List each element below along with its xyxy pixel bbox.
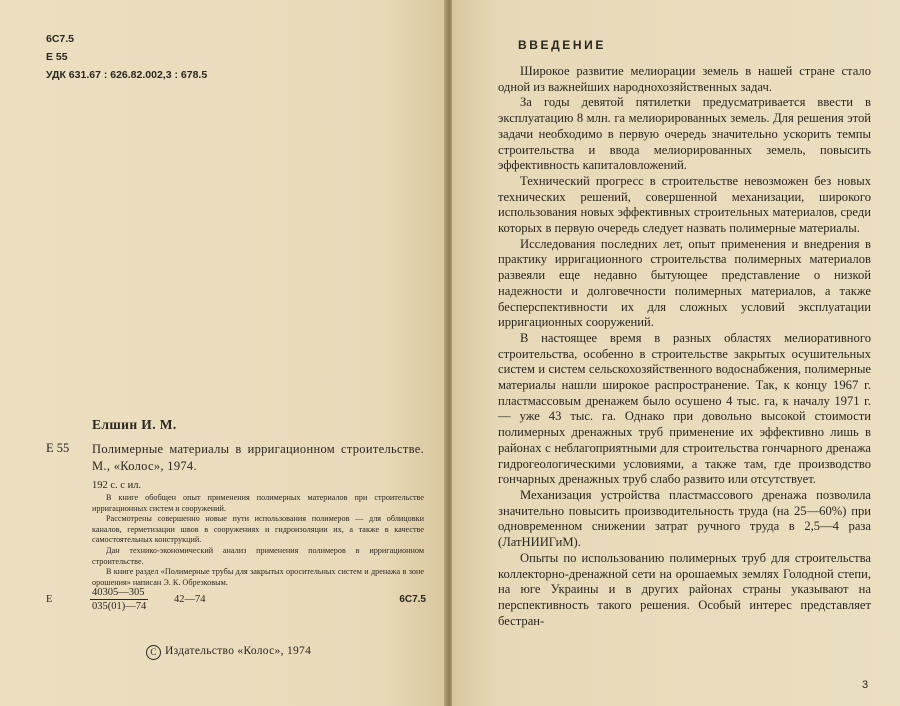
body-paragraph: Исследования последних лет, опыт применения и внедрения в практику ирригационного строительства полимерных материалов развеяли еще недавно бытующее представление о низкой надежности и долговечности полимерных материалов, а также бесперспективности их для сложных условий эксплуатации ирригационных сооружений.	[498, 236, 871, 330]
book-title: Полимерные материалы в ирригационном строительстве. М., «Колос», 1974.	[92, 442, 424, 473]
index-fraction	[90, 587, 148, 612]
body-paragraph: Технический прогресс в строительстве невозможен без новых технических решений, совершенной механизации, широкого использования новых эффективных строительных материалов, среди которых в первую очередь следует назвать полимерные материалы.	[498, 173, 871, 236]
body-paragraph: В настоящее время в разных областях мелиоративного строительства, особенно в строительстве закрытых осушительных систем и систем сельскохозяйственного водоснабжения, полимерные материалы нашли широкое распространение. Так, к концу 1967 г. пластмассовым дренажем было осушено 4 тыс. га, к началу 1971 г. — уже 43 тыс. га. Однако при довольно высокой стоимости полимерных дренажных труб применение их эффективно лишь в районах с неблагоприятными для строительства гончарного дренажа гидрогеологическими условиями, а также там, где производство гончарных дренажных труб слабо развито или отсутствует.	[498, 330, 871, 487]
author-name: Елшин И. М.	[92, 417, 177, 432]
annotation-paragraph: В книге раздел «Полимерные трубы для закрытых оросительных систем и дренажа в зоне орошения» написан Э. К. Обрезковым.	[92, 567, 424, 587]
pages-info: 192 с. с ил.	[92, 480, 142, 491]
section-title: ВВЕДЕНИЕ	[518, 38, 606, 52]
copyright-line	[146, 645, 311, 660]
annotation	[92, 493, 424, 588]
udc-code: УДК 631.67 : 626.82.002,3 : 678.5	[46, 69, 208, 81]
annotation-paragraph: Дан технико-экономический анализ применения полимеров в ирригационном строительстве.	[92, 545, 424, 566]
body-paragraph: Опыты по использованию полимерных труб для строительства коллекторно-дренажной сети на орошаемых землях Голодной степи, на юге Украины и в других районах страны указывают на перспективность такого решения. Особый интерес представляет бестран-	[498, 550, 871, 628]
author-mark: Е 55	[46, 51, 68, 63]
copyright-icon: С	[146, 645, 161, 660]
catalog-code: Е 55	[46, 441, 70, 455]
body-paragraph: Механизация устройства пластмассового дренажа позволила значительно повысить производительность труда (на 25—60%) при одновременном снижении затрат ручного труда в 2,5—4 раза (ЛатНИИГиМ).	[498, 487, 871, 550]
index-letter: Е	[46, 594, 53, 605]
index-denominator: 035(01)—74	[92, 601, 147, 612]
page-number: 3	[862, 679, 869, 691]
body-paragraph: За годы девятой пятилетки предусматривается ввести в эксплуатацию 8 млн. га мелиорированных земель. Для решения этой задачи необходимо в первую очередь значительно ускорить темпы строительства и ввода мелиорированных земель, повысить эффективность капиталовложений.	[498, 95, 871, 173]
index-price: 42—74	[174, 594, 206, 605]
publication-index	[46, 587, 426, 617]
copyright-text: Издательство «Колос», 1974	[165, 645, 312, 657]
bbk-code: 6С7.5	[46, 33, 75, 45]
body-paragraph: Широкое развитие мелиорации земель в нашей стране стало одной из важнейших народнохозяйственных задач.	[498, 64, 871, 94]
index-numerator: 40305—305	[90, 587, 148, 600]
annotation-paragraph: Рассмотрены совершенно новые пути использования полимеров — для облицовки каналов, герметизации швов в сооружениях и гидроизоляции их, а также в качестве самостоятельных конструкций.	[92, 514, 424, 545]
introduction-text	[498, 64, 871, 629]
index-code: 6С7.5	[399, 594, 426, 605]
annotation-paragraph: В книге обобщен опыт применения полимерных материалов при строительстве ирригационных систем и сооружений.	[92, 493, 424, 513]
left-page	[0, 0, 446, 706]
classification-codes	[46, 30, 207, 84]
